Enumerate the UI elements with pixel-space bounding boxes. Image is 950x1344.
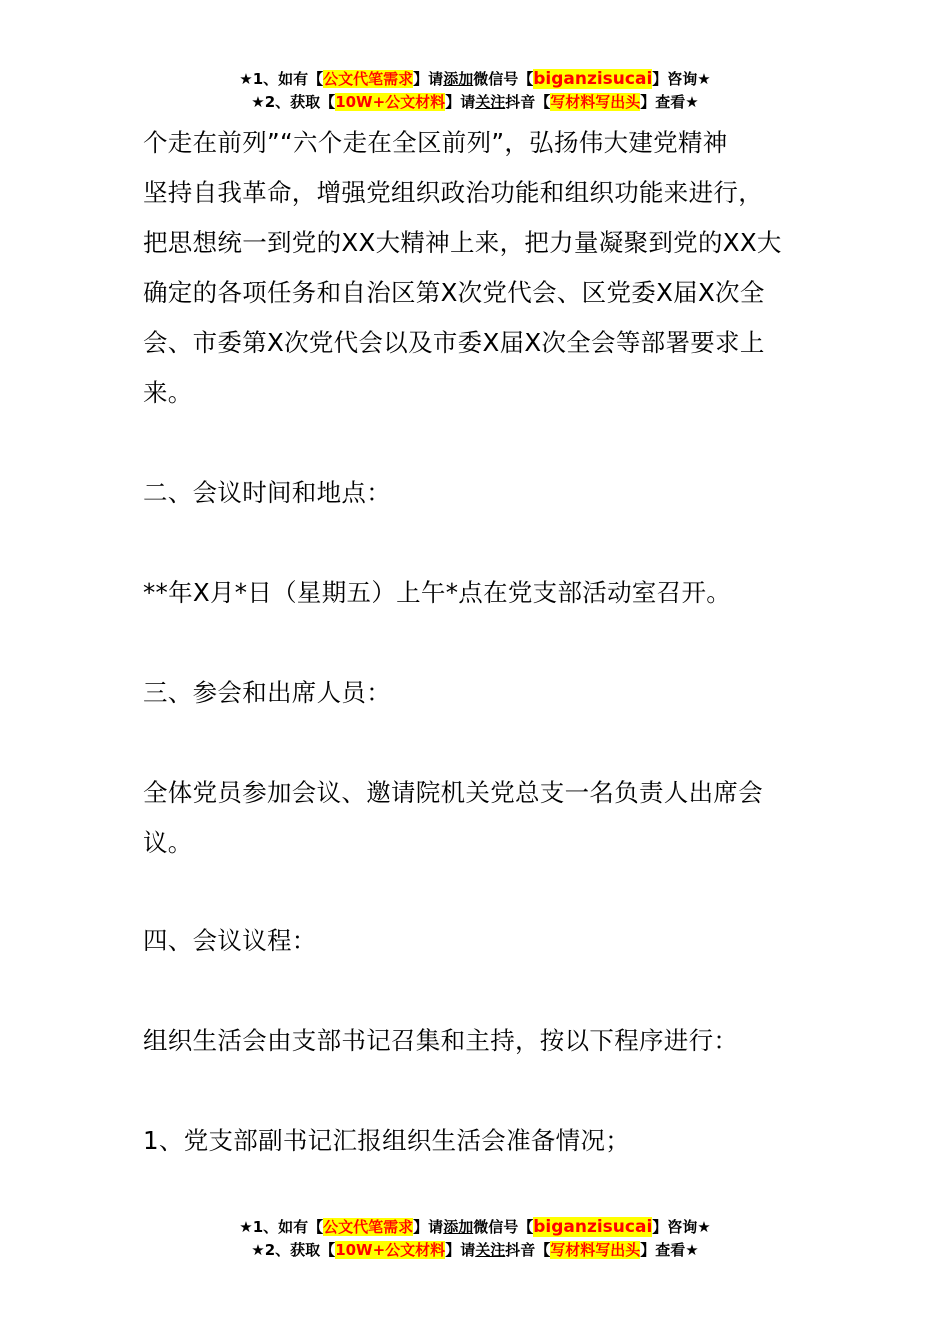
banner-line-2: ★2、获取【10W+公文材料】请关注抖音【写材料写出头】查看★ <box>251 1241 699 1259</box>
header-banner <box>0 68 950 114</box>
text-line: 把思想统一到党的XX大精神上来，把力量凝聚到党的XX大 <box>143 228 782 257</box>
text-line: 个走在前列”“六个走在全区前列”，弘扬伟大建党精神 <box>143 128 728 157</box>
section-heading-time-place: 二、会议时间和地点： <box>143 478 391 507</box>
banner-highlight: 10W+公文材料 <box>335 93 446 111</box>
banner-highlight: 10W+公文材料 <box>335 1241 446 1259</box>
banner-line-1: ★1、如有【公文代笔需求】请添加微信号【biganzisucai】咨询★ <box>239 69 711 89</box>
banner-wechat-id: biganzisucai <box>533 69 653 89</box>
banner-highlight: 公文代笔需求 <box>323 1218 414 1236</box>
text-line: 议。 <box>143 828 193 857</box>
paragraph-continuation <box>143 118 811 418</box>
banner-douyin-id: 写材料写出头 <box>550 93 641 111</box>
text-line: 会、市委第X次党代会以及市委X届X次全会等部署要求上 <box>143 328 765 357</box>
text-line: 全体党员参加会议、邀请院机关党总支一名负责人出席会 <box>143 778 763 807</box>
text-line: 坚持自我革命，增强党组织政治功能和组织功能来进行， <box>143 178 763 207</box>
time-place-text: **年X月*日（星期五）上午*点在党支部活动室召开。 <box>143 578 732 607</box>
footer-banner <box>0 1216 950 1262</box>
text-line: 来。 <box>143 378 193 407</box>
banner-highlight: 公文代笔需求 <box>323 70 414 88</box>
banner-douyin-id: 写材料写出头 <box>550 1241 641 1259</box>
attendees-paragraph <box>143 768 811 868</box>
banner-line-1: ★1、如有【公文代笔需求】请添加微信号【biganzisucai】咨询★ <box>239 1217 711 1237</box>
agenda-intro: 组织生活会由支部书记召集和主持，按以下程序进行： <box>143 1026 739 1055</box>
banner-wechat-id: biganzisucai <box>533 1217 653 1237</box>
agenda-item-1: 1、党支部副书记汇报组织生活会准备情况； <box>143 1126 631 1155</box>
banner-line-2: ★2、获取【10W+公文材料】请关注抖音【写材料写出头】查看★ <box>251 93 699 111</box>
text-line: 确定的各项任务和自治区第X次党代会、区党委X届X次全 <box>143 278 765 307</box>
section-heading-attendees: 三、参会和出席人员： <box>143 678 391 707</box>
section-heading-agenda: 四、会议议程： <box>143 926 317 955</box>
